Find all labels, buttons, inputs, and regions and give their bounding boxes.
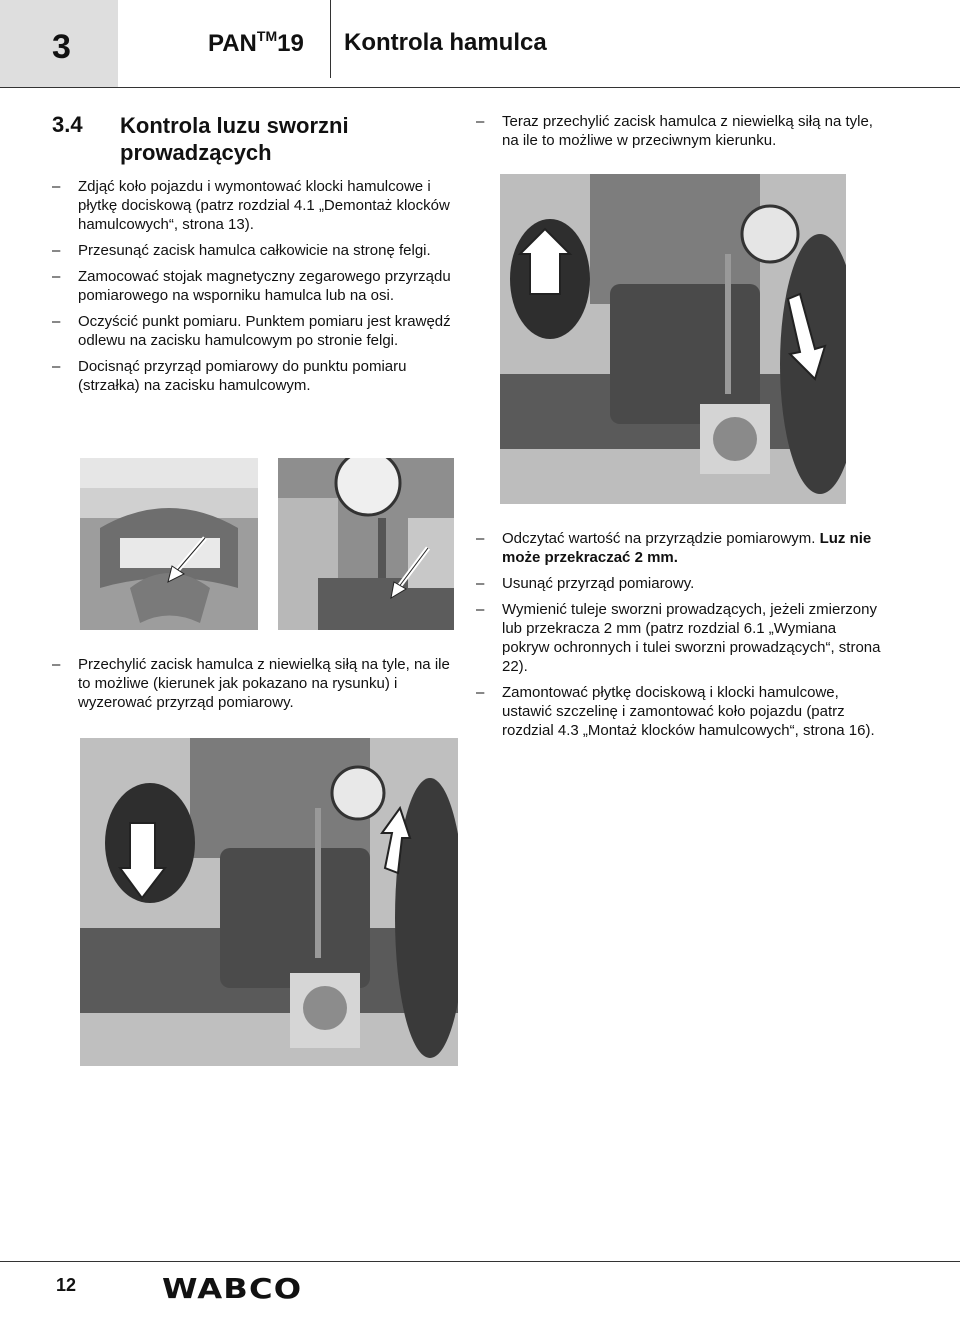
wabco-logo: WABCO [162,1272,303,1305]
right-top-steps-list [476,112,886,157]
photo-caliper-tilt-direction [80,738,458,1066]
list-item: – Zdjąć koło pojazdu i wymontować klocki hamulcowe i płytkę dociskową (patrz rozdzial 4.1 „Demontaż klocków hamulcowych“, strona 13). [52,177,462,234]
list-item: – Usunąć przyrząd pomiarowy. [476,574,886,593]
read-value-limit: Luz nie może przekraczać 2 mm. [502,530,872,566]
section-number: 3.4 [52,112,83,137]
photo-caliper-tilt-opposite [500,174,846,504]
footer-rule [0,1261,960,1262]
page-number: 12 [56,1275,77,1295]
trademark-sup: TM [256,28,278,44]
list-item: – Przesunąć zacisk hamulca całkowicie na stronę felgi. [52,241,462,260]
list-item: – Teraz przechylić zacisk hamulca z niewielką siłą na tyle, na ile to możliwe w przeciwnym kierunku. [476,112,886,150]
product-name-tail: 19 [277,30,304,57]
photo-measuring-point [80,458,258,630]
left-steps-list [52,177,462,402]
chapter-number: 3 [52,28,71,66]
list-item: – Zamontować płytkę dociskową i klocki hamulcowe, ustawić szczelinę i zamontować koło pojazdu (patrz rozdzial 4.3 „Montaż klocków hamulcowych“, strona 16). [476,683,886,740]
left-steps-list-2 [52,655,462,719]
list-item: – Wymienić tuleje sworzni prowadzących, jeżeli zmierzony lub przekracza 2 mm (patrz rozdzial 6.1 „Wymiana pokryw ochronnych i tulei sworzni prowadzących“, strona 22). [476,600,886,676]
chapter-title: Kontrola hamulca [344,29,547,56]
section-title: Kontrola luzu sworzni prowadzących [120,113,349,165]
read-value-text: Odczytać wartość na przyrządzie pomiarowym. [502,530,816,547]
header-rule [0,87,960,88]
product-name-main: PAN [208,30,257,57]
photo-gauge-contact [278,458,454,630]
list-item: – Oczyścić punkt pomiaru. Punktem pomiaru jest krawędź odlewu na zacisku hamulcowym po stronie felgi. [52,312,462,350]
list-item [476,529,886,567]
list-item: – Przechylić zacisk hamulca z niewielką siłą na tyle, na ile to możliwe (kierunek jak pokazano na rysunku) i wyzerować przyrząd pomiarowy. [52,655,462,712]
list-item: – Docisnąć przyrząd pomiarowy do punktu pomiaru (strzałka) na zacisku hamulcowym. [52,357,462,395]
header-separator [330,0,331,78]
product-name [208,30,304,58]
page-header [0,0,960,88]
right-steps-list [476,529,886,747]
list-item: – Zamocować stojak magnetyczny zegarowego przyrządu pomiarowego na wsporniku hamulca lub na osi. [52,267,462,305]
